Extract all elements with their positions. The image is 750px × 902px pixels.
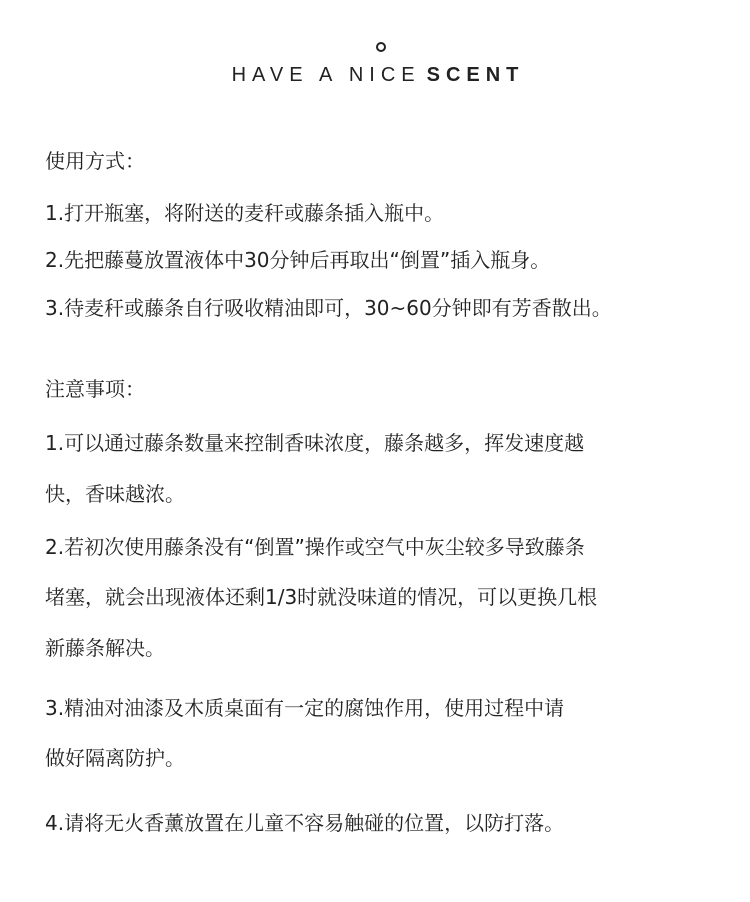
brand-tagline-prefix: HAVE A NICE xyxy=(231,64,421,86)
brand-tagline-suffix: SCENT xyxy=(426,64,525,86)
notes-line-4: 堵塞，就会出现液体还剩1/3时就没味道的情况，可以更换几根 xyxy=(45,585,598,609)
usage-step-1: 1.打开瓶塞，将附送的麦秆或藤条插入瓶中。 xyxy=(45,201,445,225)
notes-line-8: 4.请将无火香薰放置在儿童不容易触碰的位置，以防打落。 xyxy=(45,811,565,835)
usage-step-3: 3.待麦秆或藤条自行吸收精油即可，30~60分钟即有芳香散出。 xyxy=(45,296,612,320)
notes-line-5: 新藤条解决。 xyxy=(45,636,165,660)
notes-line-7: 做好隔离防护。 xyxy=(45,746,185,770)
usage-step-2: 2.先把藤蔓放置液体中30分钟后再取出“倒置”插入瓶身。 xyxy=(45,248,551,272)
notes-line-1: 1.可以通过藤条数量来控制香味浓度，藤条越多，挥发速度越 xyxy=(45,431,585,455)
notes-line-6: 3.精油对油漆及木质桌面有一定的腐蚀作用，使用过程中请 xyxy=(45,696,565,720)
notes-title: 注意事项： xyxy=(45,377,145,401)
notes-line-3: 2.若初次使用藤条没有“倒置”操作或空气中灰尘较多导致藤条 xyxy=(45,535,585,559)
brand-tagline xyxy=(0,64,750,87)
notes-line-2: 快，香味越浓。 xyxy=(45,482,185,506)
brand-dot-icon xyxy=(376,42,386,52)
usage-title: 使用方式： xyxy=(45,149,145,173)
